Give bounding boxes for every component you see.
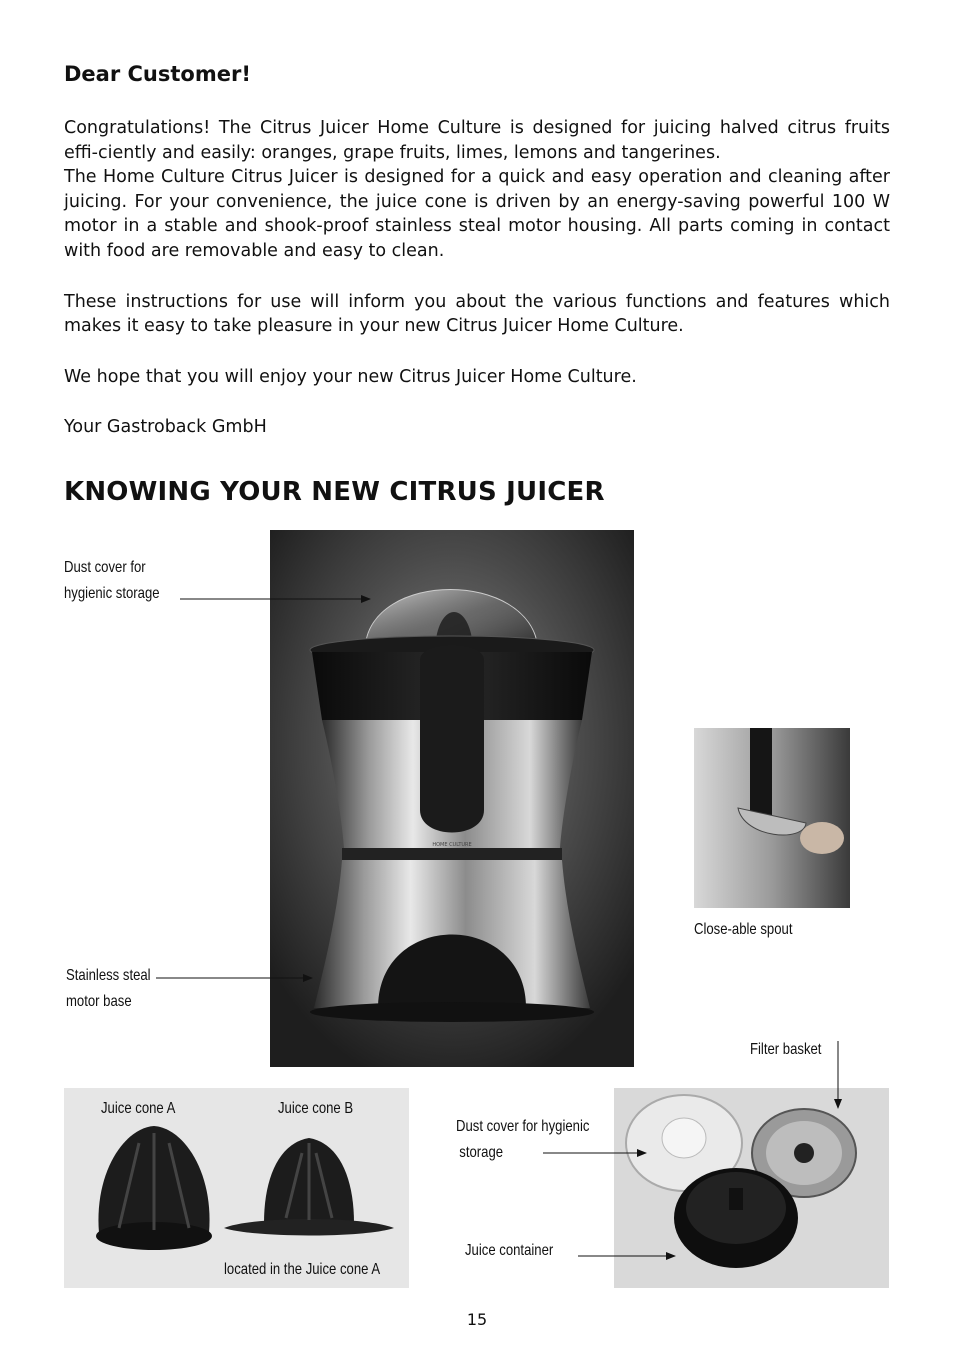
label-spout: Close-able spout xyxy=(694,921,793,938)
page-number: 15 xyxy=(466,1310,488,1329)
section-title: KNOWING YOUR NEW CITRUS JUICER xyxy=(64,477,605,507)
label-cone-b: Juice cone B xyxy=(278,1100,354,1117)
label-dust-cover: Dust cover for hygienic storage xyxy=(64,559,160,602)
intro-paragraph-1b: The Home Culture Citrus Juicer is designed for a quick and easy operation and cleaning after juicing. For your convenience, the juice cone is driven by an energy-saving powerful 100 W motor in a stable and shook-proof stainless steal motor housing. All parts coming in contact with food are removable and easy to clean. xyxy=(64,167,890,261)
brand-text: HOME CULTURE xyxy=(432,842,472,848)
intro-signature: Your Gastroback GmbH xyxy=(64,417,267,438)
label-cone-a: Juice cone A xyxy=(101,1100,176,1117)
greeting-heading: Dear Customer! xyxy=(64,62,251,86)
label-cone-located: located in the Juice cone A xyxy=(224,1261,381,1278)
intro-paragraph-1a: Congratulations! The Citrus Juicer Home Culture is designed for juicing halved citrus fruits effi-ciently and easily: oranges, grape fruits, limes, lemons and tangerines. xyxy=(64,118,890,163)
label-juice-container: Juice container xyxy=(465,1242,554,1259)
label-filter-basket: Filter basket xyxy=(750,1041,822,1058)
label-dust-cover-parts: Dust cover for hygienic storage xyxy=(456,1118,590,1161)
label-motor-base: Stainless steal motor base xyxy=(66,967,151,1010)
intro-paragraph-3: We hope that you will enjoy your new Citrus Juicer Home Culture. xyxy=(64,366,637,387)
intro-paragraph-2: These instructions for use will inform you about the various functions and features which makes it easy to take pleasure in your new Citrus Juicer Home Culture. xyxy=(64,291,890,337)
